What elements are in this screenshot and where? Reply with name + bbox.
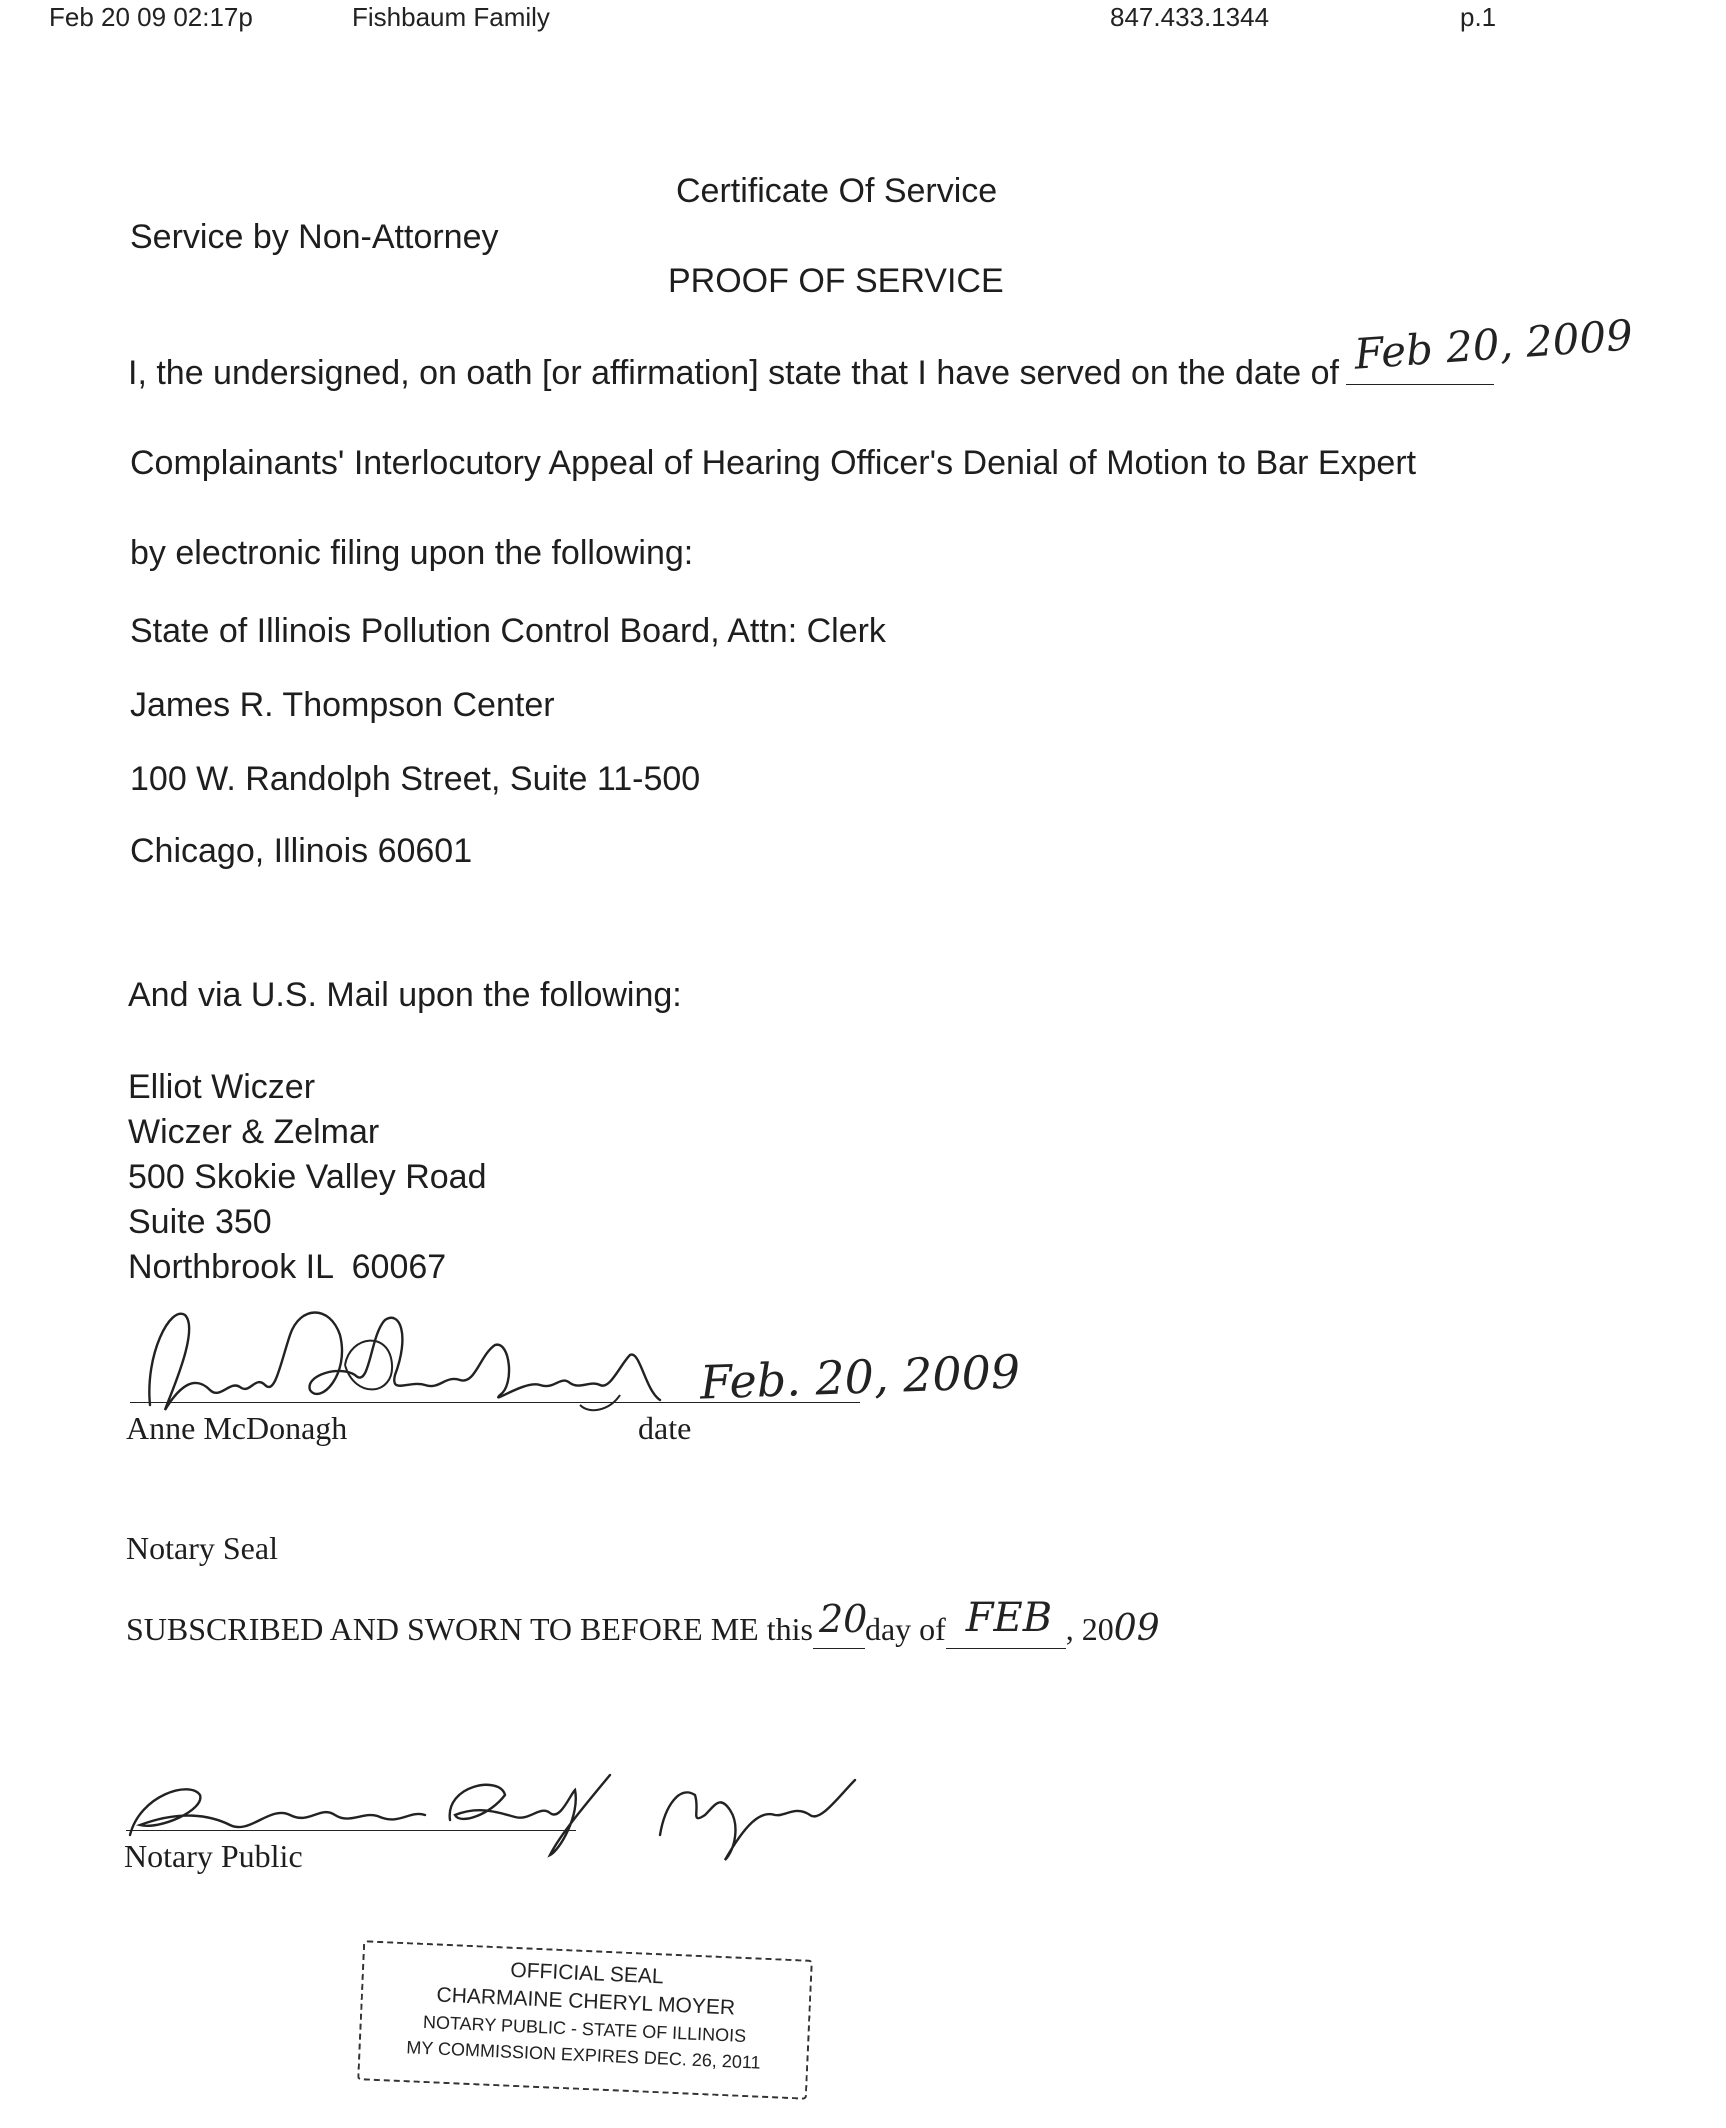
notary-seal-label: Notary Seal	[126, 1530, 278, 1566]
oath-statement: I, the undersigned, on oath [or affirmation] state that I have served on the date of	[128, 354, 1339, 392]
year-prefix: , 20	[1065, 1611, 1114, 1647]
electronic-filing-intro: by electronic filing upon the following:	[130, 534, 694, 572]
mail-address-line: Suite 350	[128, 1203, 272, 1241]
day-of-label: day of	[864, 1611, 946, 1647]
electronic-address-line: James R. Thompson Center	[130, 686, 555, 724]
document-subtitle: PROOF OF SERVICE	[668, 262, 1004, 300]
handwritten-service-date: Feb 20, 2009	[1352, 310, 1635, 379]
signer-name-label: Anne McDonagh	[126, 1410, 348, 1446]
document-title: Certificate Of Service	[676, 172, 998, 210]
notary-public-label: Notary Public	[124, 1838, 303, 1874]
service-date-line	[1346, 384, 1494, 385]
electronic-address-line: Chicago, Illinois 60601	[130, 832, 473, 870]
month-blank	[946, 1595, 1066, 1649]
seal-line: MY COMMISSION EXPIRES DEC. 26, 2011	[405, 2037, 761, 2073]
fax-page-number: p.1	[1460, 2, 1497, 32]
mail-intro: And via U.S. Mail upon the following:	[128, 976, 682, 1014]
handwritten-month: FEB	[965, 1595, 1053, 1641]
fax-sender: Fishbaum Family	[352, 2, 550, 32]
day-blank	[813, 1597, 868, 1649]
mail-address-line: Elliot Wiczer	[128, 1068, 316, 1106]
electronic-address-line: 100 W. Randolph Street, Suite 11-500	[130, 760, 701, 798]
seal-line: NOTARY PUBLIC - STATE OF ILLINOIS	[422, 2011, 747, 2047]
mail-address-line: Wiczer & Zelmar	[128, 1113, 380, 1151]
handwritten-year-suffix: 09	[1113, 1608, 1160, 1649]
fax-phone: 847.433.1344	[1110, 2, 1270, 32]
handwritten-day: 20	[818, 1597, 868, 1641]
date-label: date	[638, 1410, 692, 1446]
service-type-label: Service by Non-Attorney	[130, 218, 499, 256]
notary-signature-line	[126, 1830, 576, 1831]
document-served: Complainants' Interlocutory Appeal of Hearing Officer's Denial of Motion to Bar Expert	[130, 444, 1417, 482]
mail-address-line: Northbrook IL 60067	[128, 1248, 447, 1286]
seal-line: CHARMAINE CHERYL MOYER	[436, 1983, 736, 2020]
official-seal-stamp	[357, 1940, 813, 2099]
seal-line: OFFICIAL SEAL	[509, 1958, 665, 1989]
handwritten-signature-date: Feb. 20, 2009	[699, 1344, 1022, 1410]
mail-address-line: 500 Skokie Valley Road	[128, 1158, 487, 1196]
electronic-address-line: State of Illinois Pollution Control Board, Attn: Clerk	[130, 612, 886, 650]
sworn-prefix: SUBSCRIBED AND SWORN TO BEFORE ME this	[126, 1611, 813, 1647]
fax-datetime: Feb 20 09 02:17p	[49, 2, 253, 32]
sworn-statement	[126, 1595, 1160, 1649]
